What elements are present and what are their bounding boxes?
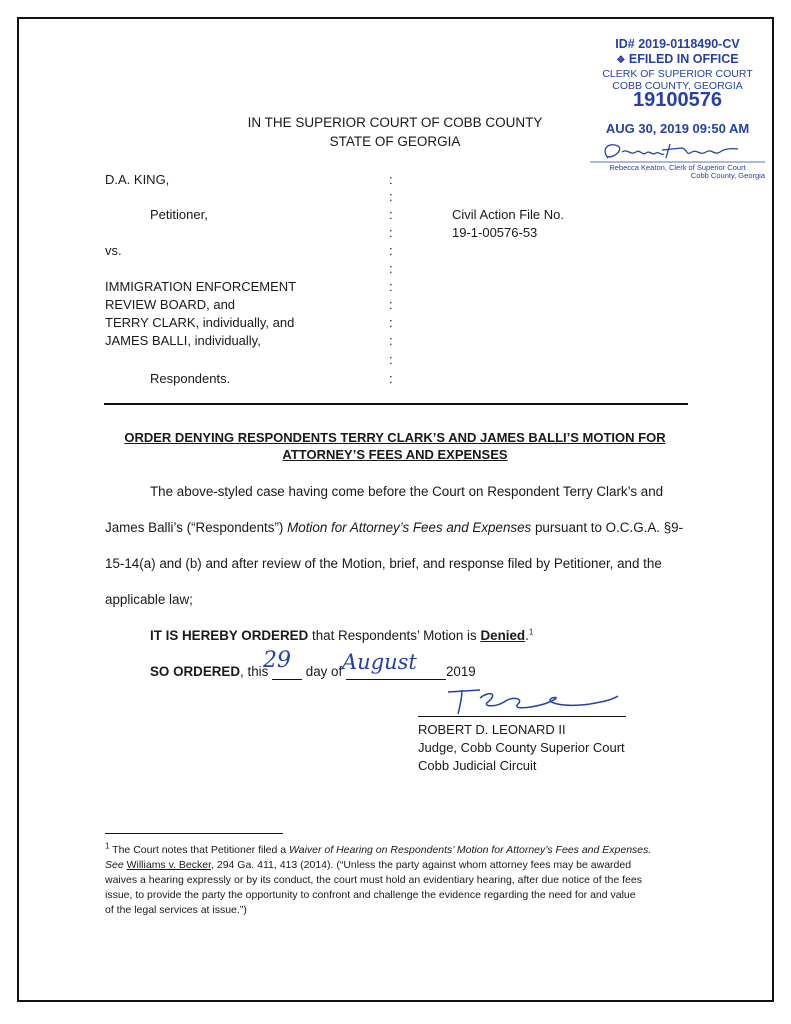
footnote-divider <box>105 833 283 834</box>
ordered-period: . <box>525 628 529 643</box>
stamp-efiled <box>590 52 765 66</box>
stamp-signer-line1: Rebecca Keaton, Clerk of Superior Court <box>609 163 746 172</box>
petitioner-name: D.A. KING, <box>105 172 170 187</box>
judge-circuit: Cobb Judicial Circuit <box>418 758 537 773</box>
order-title-line1: ORDER DENYING RESPONDENTS TERRY CLARK’S AND JAMES BALLI’S MOTION FOR <box>124 430 666 445</box>
petitioner-label: Petitioner, <box>150 207 208 222</box>
handwritten-day: 29 <box>263 648 291 673</box>
footnote-case-name: Williams v. Becker <box>126 859 212 871</box>
respondents-label: Respondents. <box>150 371 231 386</box>
civil-action-label: Civil Action File No. <box>452 207 564 222</box>
judge-signature <box>440 684 630 720</box>
caption-colon: : <box>389 371 393 386</box>
footnote-mark: 1 <box>105 841 110 851</box>
judge-name: ROBERT D. LEONARD II <box>418 722 566 737</box>
stamp-number: 19100576 <box>633 89 722 111</box>
body-line4: applicable law; <box>105 592 193 607</box>
ordered-mid: that Respondents’ Motion is <box>308 628 481 643</box>
so-ordered-bold: SO ORDERED <box>150 664 241 679</box>
stamp-signer-line2: Cobb County, Georgia <box>690 171 765 180</box>
versus: vs. <box>105 243 122 258</box>
footnote-line1-a: The Court notes that Petitioner filed a <box>109 844 290 856</box>
caption-colon: : <box>389 225 393 240</box>
footnote-line1 <box>105 843 651 858</box>
ordered-bold: IT IS HEREBY ORDERED <box>150 628 309 643</box>
caption-colon: : <box>389 352 393 367</box>
body-line2 <box>105 520 683 535</box>
caption-colon: : <box>389 172 393 187</box>
stamp-datetime: AUG 30, 2019 09:50 AM <box>605 121 750 136</box>
respondent-line: REVIEW BOARD, and <box>105 297 236 312</box>
so-ordered-dayof: day of <box>302 664 346 679</box>
body-line2-a: James Balli’s (“Respondents”) <box>105 520 288 535</box>
denied-text: Denied <box>480 628 526 643</box>
caption-colon: : <box>389 189 393 204</box>
caption-colon: : <box>389 279 393 294</box>
respondent-line: JAMES BALLI, individually, <box>105 333 261 348</box>
caption-colon: : <box>389 333 393 348</box>
caption-colon: : <box>389 315 393 330</box>
stamp-id: ID# 2019-0118490-CV <box>615 37 740 51</box>
caption-colon: : <box>389 243 393 258</box>
so-ordered-line <box>150 664 476 680</box>
clerk-signature <box>590 138 765 166</box>
judge-title: Judge, Cobb County Superior Court <box>418 740 625 755</box>
respondent-line: IMMIGRATION ENFORCEMENT <box>105 279 297 294</box>
footnote-line2-c: , 294 Ga. 411, 413 (2014). (“Unless the party against whom attorney fees may be awarded <box>211 859 632 871</box>
court-name: IN THE SUPERIOR COURT OF COBB COUNTY <box>247 115 543 130</box>
body-line2-c: pursuant to O.C.G.A. §9- <box>531 520 684 535</box>
stamp-clerk-line2: COBB COUNTY, GEORGIA <box>612 80 743 92</box>
caption-colon: : <box>389 297 393 312</box>
footnote-see: See <box>105 859 124 871</box>
lock-icon: ❖ <box>616 55 626 66</box>
respondent-line: TERRY CLARK, individually, and <box>105 315 295 330</box>
footnote-ref: 1 <box>528 627 534 637</box>
civil-action-number: 19-1-00576-53 <box>452 225 538 240</box>
so-ordered-this: , this <box>240 664 273 679</box>
handwritten-month: August <box>342 650 417 674</box>
caption-colon: : <box>389 207 393 222</box>
footnote-line4: issue, to provide the party the opportunity to confront and challenge the evidence regarding the need for and value <box>105 889 636 901</box>
stamp-clerk-line1: CLERK OF SUPERIOR COURT <box>602 68 753 80</box>
order-title-line2: ATTORNEY’S FEES AND EXPENSES <box>282 447 508 462</box>
ordered-line <box>150 628 533 643</box>
footnote-line3: waives a hearing expressly or by its conduct, the court must hold an evidentiary hearing, after due notice of the fees <box>105 874 642 886</box>
stamp-efiled-text: EFILED IN OFFICE <box>628 52 739 66</box>
body-line3: 15-14(a) and (b) and after review of the Motion, brief, and response filed by Petitioner, and the <box>105 556 662 571</box>
caption-divider <box>104 403 688 405</box>
footnote-line5: of the legal services at issue.”) <box>105 904 247 916</box>
caption-colon: : <box>389 261 393 276</box>
body-line1: The above-styled case having come before the Court on Respondent Terry Clark’s and <box>150 484 664 499</box>
footnote-line2 <box>105 858 631 873</box>
so-ordered-year: 2019 <box>445 664 476 679</box>
court-state: STATE OF GEORGIA <box>329 134 461 149</box>
signature-line <box>418 716 626 717</box>
footnote-waiver-italic: Waiver of Hearing on Respondents’ Motion for Attorney’s Fees and Expenses. <box>289 844 652 856</box>
motion-title-italic: Motion for Attorney’s Fees and Expenses <box>287 520 532 535</box>
